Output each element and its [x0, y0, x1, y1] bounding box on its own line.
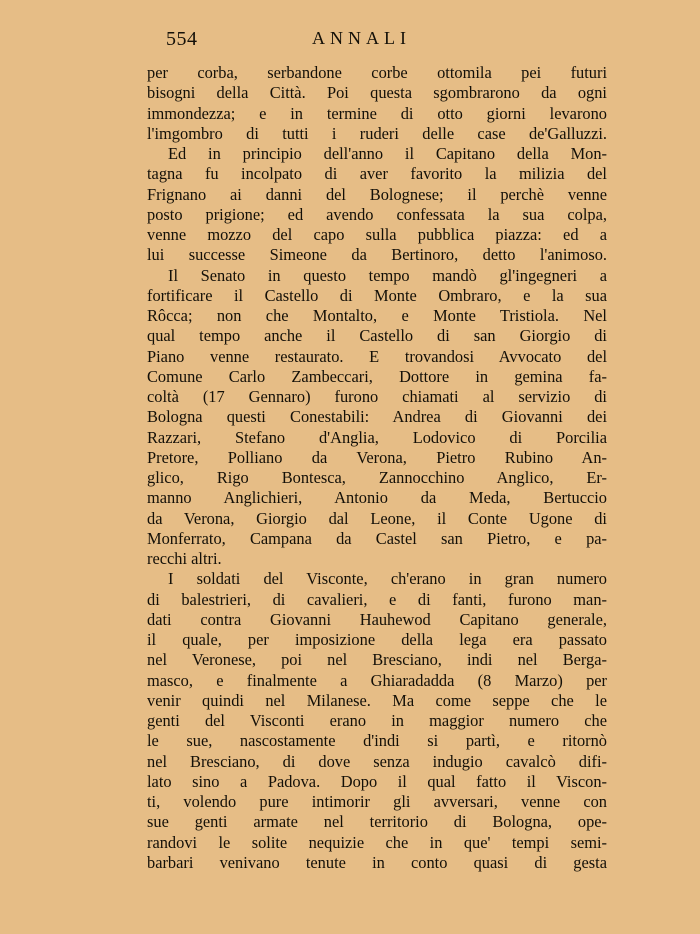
text-line: dati contra Giovanni Hauhewod Capitano generale,	[147, 609, 607, 629]
text-line: Pretore, Polliano da Verona, Pietro Rubino An-	[147, 447, 607, 467]
text-line: lui successe Simeone da Bertinoro, detto l'animoso.	[147, 245, 607, 265]
text-line: nel Bresciano, di dove senza indugio cavalcò difi-	[147, 751, 607, 771]
text-line: recchi altri.	[147, 549, 222, 568]
text-line: posto prigione; ed avendo confessata la sua colpa,	[147, 204, 607, 224]
text-line: venir quindi nel Milanese. Ma come seppe che le	[147, 690, 607, 710]
page-number: 554	[166, 28, 198, 50]
text-line: barbari venivano tenute in conto quasi di gesta	[147, 852, 607, 872]
text-line: tagna fu incolpato di aver favorito la milizia del	[147, 164, 607, 184]
text-line: per corba, serbandone corbe ottomila pei futuri	[147, 63, 607, 82]
text-line: Monferrato, Campana da Castel san Pietro, e pa-	[147, 528, 607, 548]
text-line: l'imgombro di tutti i ruderi delle case de'Galluzzi.	[147, 123, 607, 143]
text-line: Razzari, Stefano d'Anglia, Lodovico di Porcilia	[147, 427, 607, 447]
text-line: venne mozzo del capo sulla pubblica piazza: ed a	[147, 225, 607, 244]
text-line: manno Anglichieri, Antonio da Meda, Bertuccio	[147, 488, 607, 508]
text-line: Il Senato in questo tempo mandò gl'ingegneri a	[168, 265, 607, 285]
text-line: masco, e finalmente a Ghiaradadda (8 Marzo) per	[147, 670, 607, 690]
text-line: da Verona, Giorgio dal Leone, il Conte Ugone di	[147, 508, 607, 528]
text-line: randovi le solite nequizie che in que' tempi semi-	[147, 832, 607, 852]
page-header	[166, 28, 610, 54]
body-text	[147, 63, 607, 873]
text-line: Comune Carlo Zambeccari, Dottore in gemina fa-	[147, 366, 607, 386]
text-line: bisogni della Città. Poi questa sgombrarono da ogni	[147, 83, 607, 103]
text-line: immondezza; e in termine di otto giorni levarono	[147, 103, 607, 123]
text-line: di balestrieri, di cavalieri, e di fanti, furono man-	[147, 589, 607, 609]
text-line: glico, Rigo Bontesca, Zannocchino Anglico, Er-	[147, 468, 607, 487]
text-line: ti, volendo pure intimorir gli avversari, venne con	[147, 792, 607, 811]
text-line: nel Veronese, poi nel Bresciano, indi nel Berga-	[147, 650, 607, 670]
text-line: sue genti armate nel territorio di Bologna, ope-	[147, 812, 607, 832]
text-line: Piano venne restaurato. E trovandosi Avvocato del	[147, 346, 607, 366]
text-line: lato sino a Padova. Dopo il qual fatto il Viscon-	[147, 771, 607, 791]
text-line: Frignano ai danni del Bolognese; il perchè venne	[147, 184, 607, 204]
text-line: il quale, per imposizione della lega era passato	[147, 630, 607, 649]
text-line: genti del Visconti erano in maggior numero che	[147, 711, 607, 730]
running-head: ANNALI	[312, 28, 411, 48]
text-line: Ed in principio dell'anno il Capitano della Mon-	[168, 144, 607, 163]
text-line: fortificare il Castello di Monte Ombraro, e la sua	[147, 285, 607, 305]
text-line: le sue, nascostamente d'indi si partì, e ritornò	[147, 731, 607, 751]
text-line: Bologna questi Conestabili: Andrea di Giovanni dei	[147, 407, 607, 427]
text-line: qual tempo anche il Castello di san Giorgio di	[147, 326, 607, 346]
text-line: I soldati del Visconte, ch'erano in gran numero	[168, 569, 607, 589]
text-line: coltà (17 Gennaro) furono chiamati al servizio di	[147, 387, 607, 406]
text-line: Rôcca; non che Montalto, e Monte Tristiola. Nel	[147, 306, 607, 325]
